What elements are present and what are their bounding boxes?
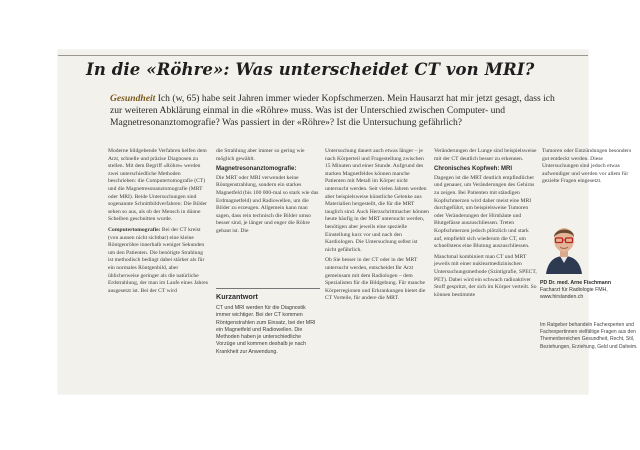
- author-portrait-image: [542, 216, 586, 274]
- ratgeber-note-text: Im Ratgeber behandeln Fachexperten und Fachexpertinnen vielfältige Fragen aus den Themenbereichen Gesundheit, Recht, Stil, Beziehungen, Erziehung, Geld und Daheim.: [540, 322, 638, 350]
- kurzantwort-text: CT und MRI werden für die Diagnostik immer wichtiger. Bei der CT kommen Röntgenstrahlen zum Einsatz, bei der MRI ein Magnetfeld und Radiowellen. Die Methoden haben je unterschiedliche Vorzüge und kommen deshalb je nach Krankheit zur Anwendung.: [216, 305, 316, 355]
- article-lead: [110, 93, 565, 129]
- col4-paragraph-1: Veränderungen der Lunge sind beispielsweise mit der CT deutlich besser zu erkennen.: [434, 148, 537, 162]
- author-role: Facharzt für Radiologie FMH,: [540, 287, 608, 293]
- col2-subhead: Magnetresonanztomografie:: [216, 166, 297, 173]
- author-caption: [540, 280, 638, 301]
- kurzantwort-title: Kurzantwort: [216, 292, 258, 301]
- col3-paragraph-2: Ob Sie besser in der CT oder in der MRT untersucht werden, entscheidet Ihr Arzt gemeinsam mit dem Radiologen – dem Spezialisten für die Bildgebung. Für manche Körperregionen und Erkrankungen bietet die CT Vorteile, für andere die MRT.: [325, 257, 426, 302]
- col1-paragraph-2-text: Bei der CT kreist (von aussen nicht sichtbar) eine kleine Röntgenröhre innerhalb weniger Sekunden um den Patienten. Die benötigte Strahlung ist methodisch bedingt dabei stärker als für ein normales Röntgenbild, aber üblicherweise geringer als die natürliche Erdstrahlung, der man im Laufe eines Jahres ausgesetzt ist. Bei der CT wird: [108, 226, 208, 294]
- col2-paragraph-2: Die MRT oder MRI verwendet keine Röntgenstrahlung, sondern ein starkes Magnetfeld (bis 100 000-mal so stark wie das Erdmagnetfeld) und Radiowellen, um die Bilder zu erzeugen. Allgemein kann man sagen, dass rein technisch die Bilder umso besser sind, je länger und enger die Röhre gebaut ist. Die: [216, 174, 319, 234]
- author-name: PD Dr. med. Arne Fischmann: [540, 280, 612, 286]
- col2-paragraph-1: die Strahlung aber immer so gering wie möglich gewählt.: [216, 148, 305, 162]
- col5-paragraph: Tumoren oder Entzündungen besonders gut entdeckt werden. Diese Untersuchungen sind jedoch etwas aufwendiger und werden vor allem für gezielte Fragen eingesetzt.: [542, 148, 632, 185]
- col4-paragraph-3: Manchmal kombiniert man CT und MRT jeweils mit einer nuklearmedizinischen Untersuchungsmethode (Szintigrafie, SPECT, PET). Dabei wird ein schwach radioaktiver Stoff gespritzt, der sich im Körper verteilt. So können bestimmte: [434, 253, 537, 298]
- ratgeber-note: [540, 322, 638, 351]
- column-5: [542, 148, 636, 186]
- col1-paragraph-1: Moderne bildgebende Verfahren helfen dem Arzt, schnelle und präzise Diagnosen zu stellen. Mit dem Begriff «Röhre» werden zwei unterschiedliche Methoden beschrieben: die Computertomografie (CT) und die Magnetresonanztomografie (MRT oder MRI). Beide Untersuchungen sind sogenannte Schnittbildverfahren: Die Bilder sehen so aus, als ob der Mensch in dünne Scheiben geschnitten wurde.: [108, 148, 207, 223]
- top-rule: [58, 55, 588, 56]
- column-3: [325, 148, 429, 306]
- col1-paragraph-2: [108, 227, 208, 295]
- column-1: [108, 148, 208, 298]
- column-4: [434, 148, 538, 302]
- column-2: [216, 148, 320, 239]
- col4-paragraph-2: Dagegen ist die MRT deutlich empfindlicher und genauer, um Veränderungen des Gehirns zu zeigen. Bei Patienten mit ständigen Kopfschmerzen wird daher meist eine MRI durchgeführt, um beispielsweise Tumoren oder Veränderungen der Hirnhäute und Blutgefässe auszuschliessen. Treten Kopfschmerzen jedoch plötzlich und stark auf, empfiehlt sich wiederum die CT, um schnellstens eine Blutung auszuschliessen.: [434, 174, 535, 250]
- lead-kicker: Gesundheit: [110, 93, 156, 104]
- article-headline: In die «Röhre»: Was unterscheidet CT von MRI?: [86, 60, 535, 79]
- col3-paragraph-1: Untersuchung dauert auch etwas länger – je nach Körperteil und Fragestellung zwischen 15 Minuten und einer Stunde. Aufgrund des starken Magnetfeldes können manche Patienten mit Metall im Körper nicht untersucht werden. Seit vielen Jahren werden aber beispielsweise künstliche Gelenke aus Materialien hergestellt, die für die MRT tauglich sind. Auch Herzschrittmacher können heute häufig in der MRT untersucht werden, benötigen aber jeweils eine spezielle Einstellung kurz vor und nach den Kardiologen. Die Untersuchung selbst ist nicht gefährlich.: [325, 148, 429, 253]
- lead-text: Ich (w, 65) habe seit Jahren immer wieder Kopfschmerzen. Mein Hausarzt hat mir jetzt gesagt, dass ich zur weiteren Abklärung einmal in die «Röhre» muss. Was ist der Unterschied zwischen Computer- und Magnetresonanztomografie? Was passiert in der «Röhre»? Ist die Untersuchung gefährlich?: [110, 93, 555, 128]
- author-website: www.hirslanden.ch: [540, 294, 584, 300]
- kurzantwort-rule: [216, 288, 320, 289]
- col4-subhead: Chronisches Kopfweh: MRI: [434, 166, 513, 173]
- kurzantwort-box: [216, 288, 320, 356]
- col1-subhead: Computertomografie:: [108, 226, 161, 233]
- author-portrait: [542, 216, 586, 274]
